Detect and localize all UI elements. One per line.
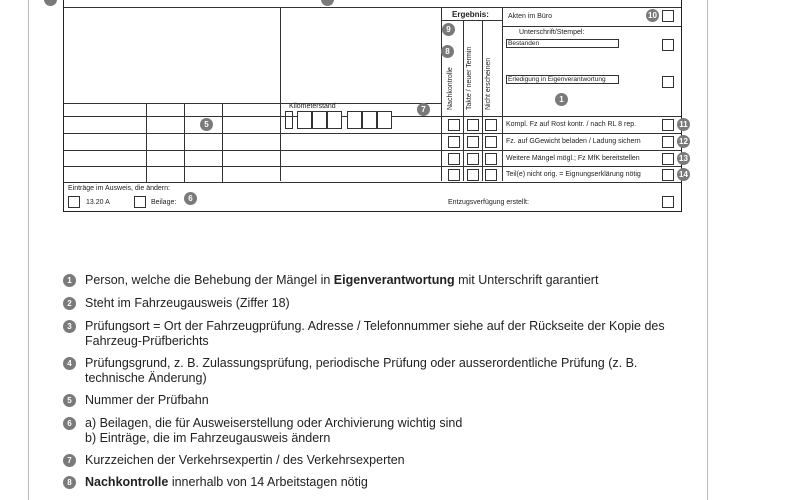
check-r3-c3[interactable] xyxy=(485,153,497,165)
bestanden-label: Bestanden xyxy=(508,40,540,47)
result-title: Ergebnis: xyxy=(452,10,489,19)
badge-1: 1 xyxy=(555,93,568,106)
check-r2-c2[interactable] xyxy=(467,136,479,148)
akten-label: Akten im Büro xyxy=(508,13,552,20)
legend-num: 1 xyxy=(63,274,76,287)
legend-text: Prüfungsgrund, z. B. Zulassungsprüfung, periodische Prüfung oder ausserordentliche Prüfung (z. B. technische Änderung) xyxy=(85,356,638,385)
badge-14: 14 xyxy=(677,168,690,181)
eintraege-label: Einträge im Ausweis, die ändern: xyxy=(68,185,170,192)
erledigung-checkbox[interactable] xyxy=(662,76,674,88)
vertical-label-nachkontrolle: Nachkontrolle xyxy=(447,67,454,110)
legend-text: a) Beilagen, die für Ausweiserstellung oder Archivierung wichtig sind xyxy=(85,416,463,430)
legend-num: 2 xyxy=(63,297,76,310)
check-r1-box[interactable] xyxy=(662,119,674,131)
legend-text: Person, welche die Behebung der Mängel in xyxy=(85,273,334,287)
check-label-3: Weitere Mängel mögl.; Fz MfK bereitstellen xyxy=(506,155,640,162)
col-line xyxy=(222,103,223,182)
table-line xyxy=(64,133,681,134)
table-line xyxy=(502,26,681,27)
check-r1-c2[interactable] xyxy=(467,119,479,131)
entzug-label: Entzugsverfügung erstellt: xyxy=(448,199,529,206)
legend-text: Prüfungsort = Ort der Fahrzeugprüfung. Adresse / Telefonnummer siehe auf der Rückseite der Kopie des Fahrzeug-Prüfberichts xyxy=(85,319,665,348)
check-label-4: Teil(e) nicht orig. = Eignungserklärung nötig xyxy=(506,171,641,178)
km-digit-box[interactable] xyxy=(312,111,327,129)
legend-num: 8 xyxy=(63,476,76,489)
ausweis-option-label: 13.20 A xyxy=(86,199,110,206)
kilometerstand-label: Kilometerstand xyxy=(289,103,336,110)
beilage-checkbox[interactable] xyxy=(134,196,146,208)
col-line xyxy=(463,20,464,181)
badge-13: 13 xyxy=(677,152,690,165)
inspection-form xyxy=(63,0,688,212)
km-prefix-box[interactable] xyxy=(285,111,293,129)
divider xyxy=(441,7,442,181)
check-label-2: Fz. auf GGewicht beladen / Ladung sichern xyxy=(506,138,641,145)
erledigung-label: Erledigung in Eigenverantwortung xyxy=(508,76,606,83)
vertical-label-nicht-erscheinen: Nicht erscheinen xyxy=(485,57,492,110)
entzug-checkbox[interactable] xyxy=(662,196,674,208)
col-line xyxy=(184,103,185,182)
badge-8: 8 xyxy=(441,45,454,58)
vertical-label-takte: Takte / neuer Termin xyxy=(466,46,473,110)
beilage-label: Beilage: xyxy=(151,199,177,206)
legend-text: innerhalb von 14 Arbeitstagen nötig xyxy=(168,475,368,489)
table-line xyxy=(64,166,681,167)
check-r4-box[interactable] xyxy=(662,169,674,181)
legend-num: 7 xyxy=(63,454,76,467)
bestanden-field[interactable] xyxy=(506,39,619,48)
km-digit-box[interactable] xyxy=(362,111,377,129)
legend-num: 5 xyxy=(63,394,76,407)
ausweis-checkbox[interactable] xyxy=(68,196,80,208)
legend-num: 6 xyxy=(63,417,76,430)
check-r1-c1[interactable] xyxy=(448,119,460,131)
badge-12: 12 xyxy=(677,135,690,148)
col-line xyxy=(482,20,483,181)
check-label-1: Kompl. Fz auf Rost kontr. / nach RL 8 rep. xyxy=(506,121,637,128)
badge-5: 5 xyxy=(200,118,213,131)
legend-text: mit Unterschrift garantiert xyxy=(454,273,599,287)
check-r1-c3[interactable] xyxy=(485,119,497,131)
km-digit-box[interactable] xyxy=(347,111,362,129)
legend-bold: Nachkontrolle xyxy=(85,475,169,489)
table-line xyxy=(64,182,681,183)
check-r4-c1[interactable] xyxy=(448,169,460,181)
erledigung-field[interactable] xyxy=(506,75,619,84)
check-r3-c2[interactable] xyxy=(467,153,479,165)
check-r3-c1[interactable] xyxy=(448,153,460,165)
unterschrift-label: Unterschrift/Stempel: xyxy=(519,29,585,36)
badge-7: 7 xyxy=(417,103,430,116)
legend-bold: Eigenverantwortung xyxy=(333,273,455,287)
akten-checkbox[interactable] xyxy=(662,10,674,22)
check-r3-box[interactable] xyxy=(662,153,674,165)
check-r2-c1[interactable] xyxy=(448,136,460,148)
legend-text: Kurzzeichen der Verkehrsexpertin / des Verkehrsexperten xyxy=(85,453,405,467)
legend-text: b) Einträge, die im Fahrzeugausweis ändern xyxy=(85,431,331,445)
form-top-line xyxy=(64,7,681,8)
check-r4-c2[interactable] xyxy=(467,169,479,181)
badge-11: 11 xyxy=(677,118,690,131)
km-digit-box[interactable] xyxy=(377,111,392,129)
badge-10: 10 xyxy=(646,9,659,22)
legend-text: Nummer der Prüfbahn xyxy=(85,393,209,407)
result-line xyxy=(441,20,502,21)
badge-9: 9 xyxy=(442,23,455,36)
check-r2-c3[interactable] xyxy=(485,136,497,148)
col-line xyxy=(146,103,147,182)
table-line xyxy=(64,150,681,151)
legend-num: 4 xyxy=(63,357,76,370)
divider xyxy=(280,7,281,181)
result-divider xyxy=(502,7,503,181)
bestanden-checkbox[interactable] xyxy=(662,39,674,51)
check-r4-c3[interactable] xyxy=(485,169,497,181)
check-r2-box[interactable] xyxy=(662,136,674,148)
km-digit-box[interactable] xyxy=(297,111,312,129)
km-digit-box[interactable] xyxy=(327,111,342,129)
badge-6: 6 xyxy=(184,192,197,205)
legend-text: Steht im Fahrzeugausweis (Ziffer 18) xyxy=(85,296,290,310)
legend-num: 3 xyxy=(63,320,76,333)
table-line xyxy=(441,116,681,117)
